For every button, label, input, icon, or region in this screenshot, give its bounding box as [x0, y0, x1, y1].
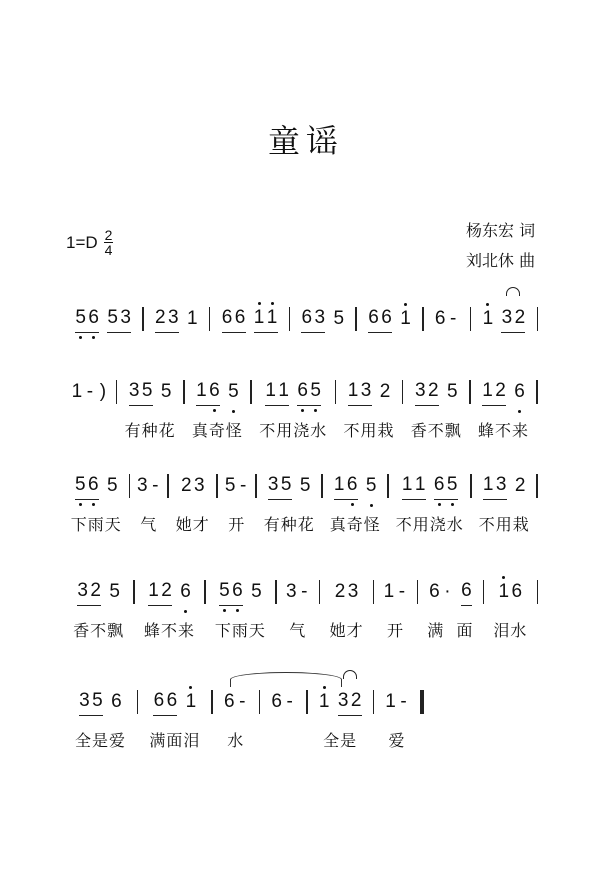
note: 1: [482, 308, 494, 329]
tie-arc: [230, 672, 342, 687]
note-group: [482, 308, 493, 333]
note: -: [450, 308, 457, 329]
beamed-note-group: [265, 380, 289, 406]
note-group: [435, 308, 459, 333]
measure: [424, 305, 470, 365]
beamed-note-group: [482, 380, 506, 406]
note: 5: [141, 380, 153, 401]
beamed-note-group: [434, 474, 458, 500]
measure: [277, 578, 319, 641]
note-group: [333, 308, 344, 333]
measure-notes: [153, 688, 196, 716]
beamed-note-group: [301, 307, 325, 333]
time-signature: [104, 228, 114, 257]
note: 5: [106, 475, 118, 496]
note-group: [515, 475, 526, 500]
measure-notes: [348, 378, 391, 406]
key-signature: [66, 228, 113, 257]
measure: [117, 378, 183, 441]
note-group: [111, 691, 122, 716]
note: 5: [299, 475, 311, 496]
note: 6: [224, 691, 235, 712]
score-line: [64, 378, 538, 441]
note-group: [319, 691, 330, 716]
note: 2: [155, 307, 166, 328]
note: 5: [160, 381, 172, 402]
beamed-note-group: [155, 307, 179, 333]
measure: [169, 472, 217, 535]
measure: [213, 688, 259, 751]
time-top: 2: [104, 227, 113, 243]
measure-notes: [482, 378, 525, 406]
lyric: 全是爱: [74, 731, 126, 750]
measure: [64, 688, 137, 751]
lyric: 不用栽: [478, 515, 530, 534]
measure-notes: [286, 578, 310, 606]
note: 5: [219, 580, 230, 601]
beamed-note-group: [196, 380, 220, 406]
measure-notes: [483, 472, 526, 500]
note: 1: [498, 581, 510, 602]
note: 5: [228, 381, 239, 402]
measure-notes: [385, 688, 409, 716]
note: 1: [265, 380, 276, 401]
note: 1: [148, 580, 159, 601]
note-group: [137, 475, 161, 500]
final-barline: [420, 690, 424, 714]
measure-notes: [181, 472, 205, 500]
note: 6: [221, 307, 233, 328]
song-title: 童谣: [267, 122, 344, 160]
note: 3: [168, 307, 179, 328]
note: -: [400, 691, 407, 712]
note: 3: [314, 307, 326, 328]
measure-notes: [435, 305, 459, 333]
measure: [389, 472, 471, 535]
note: 5: [280, 474, 292, 495]
note: 2: [161, 580, 172, 601]
note: 1: [278, 380, 289, 401]
note: 6: [297, 380, 308, 401]
note: -: [152, 475, 159, 496]
lyric: 她才: [175, 515, 210, 534]
measure-notes: [383, 578, 407, 606]
note-group: [180, 581, 191, 606]
note: 6: [209, 380, 220, 401]
measure-notes: [319, 688, 362, 716]
measure-notes: [224, 688, 248, 716]
note-group: [385, 691, 409, 716]
note: 6: [434, 308, 446, 329]
note: 3: [77, 580, 88, 601]
credits: [466, 216, 535, 276]
note: -: [301, 581, 308, 602]
beamed-note-group: [77, 580, 101, 606]
measure-notes: [155, 305, 198, 333]
measure: [135, 578, 204, 641]
measure: [260, 688, 306, 748]
beamed-note-group: [415, 380, 439, 406]
measure: [323, 472, 388, 535]
time-bottom: 4: [104, 242, 113, 258]
note: 3: [120, 307, 131, 328]
lyric: 爱: [388, 731, 406, 750]
measure: [418, 578, 483, 641]
beamed-note-group: [219, 580, 243, 606]
barline: [537, 580, 539, 604]
beamed-note-group: [79, 690, 103, 716]
fermata-icon: [343, 670, 357, 679]
note: 6: [180, 581, 191, 602]
note: 6: [461, 580, 472, 601]
beamed-note-group: [461, 580, 472, 606]
note-group: [335, 581, 359, 606]
beamed-note-group: [254, 307, 278, 333]
note: 1: [482, 474, 494, 495]
note: 1: [333, 474, 345, 495]
note: 1: [385, 691, 396, 712]
note: 3: [285, 581, 297, 602]
note: 3: [414, 380, 426, 401]
note: 3: [347, 581, 359, 602]
note: 5: [251, 581, 262, 602]
measure: [357, 305, 422, 365]
note: 3: [193, 475, 205, 496]
note-group: [228, 381, 239, 406]
lyric: 开: [228, 515, 246, 534]
measure: [336, 378, 402, 441]
note: 2: [495, 380, 506, 401]
lyric: 气: [140, 515, 158, 534]
note-group: [380, 381, 391, 406]
note: 3: [360, 380, 372, 401]
note: 6: [514, 381, 525, 402]
beamed-note-group: [129, 380, 153, 406]
measure-notes: [498, 578, 522, 606]
beamed-note-group: [297, 380, 321, 406]
note: 5: [75, 307, 86, 328]
measure: [472, 472, 537, 535]
lyric: 下雨天: [70, 515, 122, 534]
note: 1: [414, 474, 426, 495]
measure-notes: [79, 688, 122, 716]
measure-notes: [77, 578, 120, 606]
note: 5: [365, 475, 377, 496]
note: 1: [185, 691, 197, 712]
composer-credit: 刘北休 曲: [466, 251, 536, 270]
measure-notes: [137, 472, 161, 500]
measure: [471, 305, 536, 365]
measure-notes: [71, 378, 108, 406]
note: -: [240, 475, 247, 496]
measure: [252, 378, 335, 441]
measure: [138, 688, 211, 751]
measure-notes: [334, 472, 377, 500]
note: 6: [111, 691, 122, 712]
measure: [64, 305, 142, 365]
measure-notes: [225, 472, 249, 500]
note: 1: [253, 307, 265, 328]
measure: [290, 305, 355, 365]
lyric: 水: [227, 731, 245, 750]
beamed-note-group: [153, 690, 177, 716]
measure: [218, 472, 255, 535]
beamed-note-group: [75, 474, 99, 500]
note: 3: [267, 474, 279, 495]
note: 6: [153, 690, 165, 711]
measure: [64, 472, 129, 535]
score-line: [64, 578, 538, 641]
note: 5: [107, 307, 118, 328]
measure-notes: [75, 305, 131, 333]
measure: [484, 578, 536, 641]
barline: [537, 307, 539, 331]
beamed-note-group: [368, 307, 392, 333]
note: 3: [495, 474, 507, 495]
note: 6: [271, 691, 282, 712]
lyric: 开: [386, 621, 404, 640]
note: 3: [337, 690, 349, 711]
measure: [257, 472, 322, 535]
note: 1: [266, 307, 278, 328]
lyric: 不用浇水: [259, 421, 328, 440]
measure: [206, 578, 275, 641]
note: 6: [368, 307, 379, 328]
beamed-note-group: [268, 474, 292, 500]
note: 5: [109, 581, 120, 602]
beamed-note-group: [348, 380, 372, 406]
note: 1: [347, 380, 359, 401]
lyric: 气: [289, 621, 307, 640]
note-group: [187, 308, 198, 333]
measure-notes: [335, 578, 359, 606]
note: 6: [166, 690, 178, 711]
note: 5: [92, 690, 103, 711]
note: 5: [333, 308, 345, 329]
lyric: 真奇怪: [329, 515, 381, 534]
note: 6: [346, 474, 358, 495]
note-group: [366, 475, 377, 500]
score-line: [64, 688, 424, 751]
note: 6: [301, 307, 313, 328]
lyricist-credit: 杨东宏 词: [466, 221, 536, 240]
beamed-note-group: [75, 307, 99, 333]
fermata-icon: [506, 287, 520, 296]
measure-notes: [301, 305, 344, 333]
note: ·: [444, 581, 451, 602]
measure-notes: [219, 578, 262, 606]
note: 2: [334, 581, 346, 602]
measure-notes: [402, 472, 458, 500]
beamed-note-group: [334, 474, 358, 500]
note-group: [271, 691, 295, 716]
measure-notes: [482, 305, 525, 333]
beamed-note-group: [402, 474, 426, 500]
note: 5: [74, 474, 86, 495]
beamed-note-group: [483, 474, 507, 500]
note: -: [286, 691, 293, 712]
note: 1: [71, 381, 83, 402]
note-group: [185, 691, 196, 716]
note: 5: [310, 380, 321, 401]
note: 1: [401, 474, 413, 495]
lyric: 香不飘: [73, 621, 125, 640]
note: -: [239, 691, 246, 712]
note: -: [86, 381, 94, 402]
measure-notes: [368, 305, 411, 333]
note: 3: [501, 307, 513, 328]
note: 2: [427, 380, 439, 401]
measure: [210, 305, 288, 365]
lyric: 蜂不来: [478, 421, 530, 440]
measure-notes: [75, 472, 118, 500]
measure-notes: [268, 472, 311, 500]
measure: [144, 305, 209, 365]
note: 1: [383, 581, 395, 602]
beamed-note-group: [222, 307, 246, 333]
note-group: [447, 381, 458, 406]
measure: [64, 378, 116, 438]
note: 2: [350, 690, 362, 711]
note: 2: [379, 381, 391, 402]
note: 1: [318, 691, 330, 712]
measure: [185, 378, 251, 441]
measure: [64, 578, 133, 641]
note: 2: [90, 580, 101, 601]
lyric: 不用浇水: [395, 515, 464, 534]
lyric: 真奇怪: [191, 421, 243, 440]
note: 1: [187, 308, 198, 329]
note: 1: [196, 380, 207, 401]
note: 5: [446, 474, 458, 495]
note: 6: [381, 307, 392, 328]
note: -: [398, 581, 406, 602]
note: 5: [446, 381, 458, 402]
lyric: 泪水: [493, 621, 528, 640]
measure-notes: [415, 378, 458, 406]
note: ): [99, 381, 107, 402]
measure-notes: [265, 378, 321, 406]
measure: [471, 378, 537, 441]
note-group: [181, 475, 205, 500]
lyric: 她才: [329, 621, 364, 640]
score-line: [64, 305, 538, 365]
note-group: [300, 475, 311, 500]
measure: [320, 578, 372, 641]
note: 6: [433, 474, 445, 495]
measure-notes: [148, 578, 191, 606]
note: 3: [79, 690, 90, 711]
lyric: 有种花: [124, 421, 176, 440]
measure-notes: [271, 688, 295, 716]
lyric: 全是: [323, 731, 358, 750]
note-group: [71, 381, 108, 406]
note: 6: [87, 474, 99, 495]
note: 2: [514, 307, 526, 328]
note-group: [429, 581, 453, 606]
note: 6: [429, 581, 440, 602]
measure: [130, 472, 167, 535]
note-group: [109, 581, 120, 606]
lyric: 香不飘: [410, 421, 462, 440]
note-group: [107, 475, 118, 500]
barline: [536, 474, 538, 498]
note: 3: [128, 380, 140, 401]
measure-notes: [196, 378, 239, 406]
measure: [403, 378, 469, 441]
beamed-note-group: [338, 690, 362, 716]
note: 6: [232, 580, 243, 601]
beamed-note-group: [107, 307, 131, 333]
note-group: [400, 308, 411, 333]
note: 5: [224, 475, 236, 496]
measure-notes: [222, 305, 278, 333]
lyric: 不用栽: [343, 421, 395, 440]
measure: [374, 578, 416, 641]
note-group: [161, 381, 172, 406]
lyric: 蜂不来: [144, 621, 196, 640]
lyric: 有种花: [263, 515, 315, 534]
barline: [536, 380, 538, 404]
lyric: 满面泪: [149, 731, 201, 750]
note: 1: [482, 380, 493, 401]
note: 3: [136, 475, 148, 496]
lyric: 满 面: [427, 621, 474, 640]
measure: [308, 688, 373, 751]
note: 2: [514, 475, 526, 496]
note: 6: [234, 307, 246, 328]
note: 2: [180, 475, 192, 496]
note-group: [225, 475, 249, 500]
score-line: [64, 472, 538, 535]
beamed-note-group: [148, 580, 172, 606]
measure-notes: [429, 578, 472, 606]
note-group: [498, 581, 522, 606]
lyric: 下雨天: [214, 621, 266, 640]
note: 6: [511, 581, 523, 602]
note-group: [383, 581, 407, 606]
beamed-note-group: [501, 307, 525, 333]
key-label: 1=D: [66, 232, 98, 252]
note-group: [251, 581, 262, 606]
note: 1: [400, 308, 411, 329]
note: 6: [88, 307, 99, 328]
measure: [374, 688, 420, 751]
note-group: [224, 691, 248, 716]
note-group: [514, 381, 525, 406]
note-group: [286, 581, 310, 606]
measure-notes: [129, 378, 172, 406]
